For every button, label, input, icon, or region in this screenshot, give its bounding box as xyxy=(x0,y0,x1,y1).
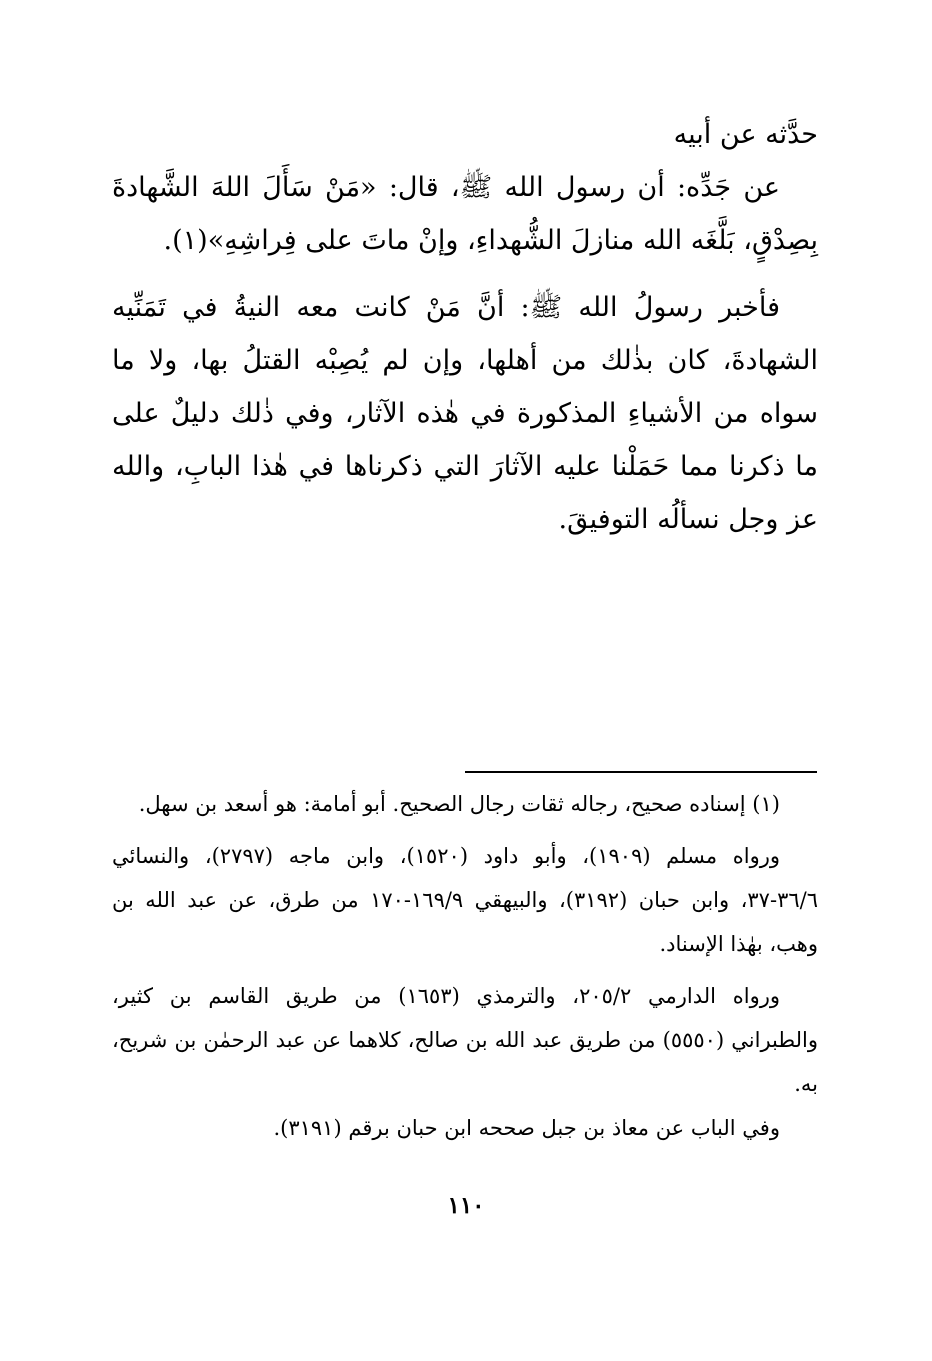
main-text-body xyxy=(112,108,818,546)
footnotes-section xyxy=(112,782,818,1150)
page-number: ١١٠ xyxy=(447,1192,485,1219)
footnote-narrations-1: ورواه مسلم (١٩٠٩)، وأبو داود (١٥٢٠)، وابن ماجه (٢٧٩٧)، والنسائي ٣٦/٦-٣٧، وابن حبان (٣١٩٢)، والبيهقي ١٦٩/٩-١٧٠ من طرق، عن عبد الله بن وهب، بهٰذا الإسناد. xyxy=(112,844,818,956)
footnote-narrations-2: ورواه الدارمي ٢٠٥/٢، والترمذي (١٦٥٣) من طريق القاسم بن كثير، والطبراني (٥٥٥٠) من طريق عبد الله بن صالح، كلاهما عن عبد الرحمٰن بن شريح، به. xyxy=(112,984,818,1096)
commentary-paragraph: فأخبر رسولُ الله ﷺ: أنَّ مَنْ كانت معه النيةُ في تَمَنِّيه الشهادةَ، كان بذٰلك من أهلها، وإن لم يُصِبْه القتلُ بها، ولا ما سواه من الأشياءِ المذكورة في هٰذه الآثار، وفي ذٰلك دليلٌ على ما ذكرنا مما حَمَلْنا عليه الآثارَ التي ذكرناها في هٰذا البابِ، والله عز وجل نسألُه التوفيقَ. xyxy=(112,292,818,535)
footnote-1: (١) إسناده صحيح، رجاله ثقات رجال الصحيح. أبو أمامة: هو أسعد بن سهل. xyxy=(138,792,780,816)
hadith-paragraph: عن جَدِّه: أن رسول الله ﷺ، قال: «مَنْ سَأَلَ اللهَ الشَّهادةَ بِصِدْقٍ، بَلَّغَه الله منازلَ الشُّهداءِ، وإنْ ماتَ على فِراشِهِ»(١). xyxy=(112,172,818,256)
footnote-narrations-3: وفي الباب عن معاذ بن جبل صححه ابن حبان برقم (٣١٩١). xyxy=(273,1116,780,1140)
footnote-separator xyxy=(465,771,817,773)
opening-line: حدَّثه عن أبيه xyxy=(673,119,818,150)
